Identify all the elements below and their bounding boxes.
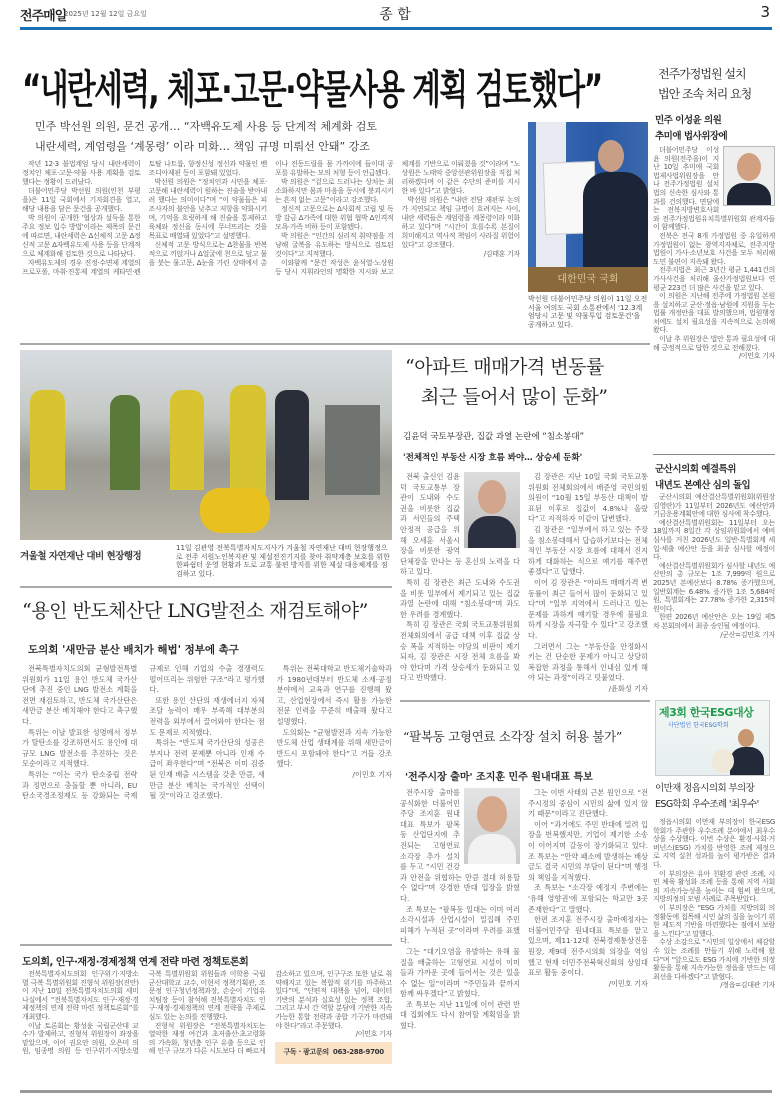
sidebar-a2-body bbox=[653, 493, 775, 697]
divider bbox=[653, 454, 775, 455]
paragraph: 이 의원은 지난해 전주에 가정법원 본원을 설치하고 군산·정읍·남원에 지원을 두는 법률 개정안을 대표 발의했으며, 법원행정처에도 설치 필요성을 지속적으로 논의해 왔다. bbox=[653, 292, 775, 335]
apartment-subhead-1: 김윤덕 국토부장관, 집값 과열 논란에 “침소봉대” bbox=[403, 432, 585, 442]
headline-line: 이만재 정읍시의회 부의장 bbox=[655, 783, 755, 794]
paragraph: 박 의원은 “겉으로 드러나는 상처는 최소화하지만 몸과 마음을 동시에 붕괴시키는 흔적 없는 고문”이라고 강조했다. bbox=[275, 178, 394, 204]
paragraph: 예산결산특별위원회가 심사할 내년도 예산안의 총 규모는 1조 7,999억 원으로 2025년 본예산보다 8.78% 증가했으며, 일반회계는 6.48% 증가한 1조 5,684억 원, 특별회계는 27.78% 증가한 2,315억 원이다. bbox=[653, 561, 775, 613]
headline-line: “아파트 매매가격 변동률 bbox=[405, 356, 604, 378]
photo-story-title: 겨울철 자연재난 대비 현장행정 bbox=[20, 551, 142, 562]
ad-label: 구독 · 광고문의 bbox=[283, 1048, 329, 1057]
paragraph: 특위는 이날 발표한 성명에서 정부가 탈탄소를 강조하면서도 용인에 대규모 LNG 발전소를 추진하는 것은 모순이라고 지적했다. bbox=[22, 727, 138, 769]
paragraph: 그는 이번 사태의 근본 원인으로 “전주시정의 중심이 시민의 삶에 있지 않기 때문”이라고 진단했다. bbox=[528, 788, 648, 819]
paragraph: 전주지법은 최근 3년간 평균 1,441건의 가사사건을 처리해 울산가정법원보다 연평균 223건 더 많은 사건을 맡고 있다. bbox=[653, 266, 775, 292]
subscription-ad-box bbox=[275, 1042, 392, 1064]
headline-line: 전주가정법원 설치 bbox=[658, 67, 746, 81]
paragraph: 박 의원은 “인간의 심리적 취약점을 겨냥해 굴복을 유도하는 방식으로 검토된 것이다”고 지적했다. bbox=[275, 232, 394, 258]
sidebar-a2-subhead-2: 내년도 본예산 심의 돌입 bbox=[655, 480, 751, 491]
person-dark-coat bbox=[275, 390, 309, 500]
speaker-suit bbox=[583, 172, 648, 267]
person-yellow-jacket bbox=[170, 390, 204, 490]
paragraph: 전북 출신인 김윤덕 국토교통부 장관이 도내와 수도권을 비롯한 집값과 서민들의 주택 안정적 공급을 위해 오세훈 서울시장을 비롯한 광역단체장을 만나는 등 혼신의 노력을 다하고 있다. bbox=[400, 472, 520, 577]
palbok-headline: “팔복동 고형연료 소각장 설치 허용 불가” bbox=[403, 729, 622, 744]
paragraph: 예산결산특별위원회는 11일부터 오는 18일까지 8일간 각 상임위원회에서 예비심사를 거친 2026년도 일반·특별회계 세입·세출 예산안 등을 최종 심사할 예정이다. bbox=[653, 518, 775, 562]
forum-body bbox=[22, 970, 392, 1088]
field-visit-photo bbox=[20, 350, 392, 540]
paragraph: 특히 김 장관은 최근 도내와 수도권을 비롯 일부에서 제기되고 있는 집값 과열 논란에 대해 “침소봉대”며 과도한 우려를 경계했다. bbox=[400, 577, 520, 619]
paragraph: 특히 김 장관은 국회 국토교통위원회 전체회의에서 공급 대책 이후 집값 상승 폭을 지적하는 야당의 비판이 제기되자, 김 장관은 시장 전체 흐름을 봐야 한다며 가격 상승세가 둔화되고 있다고 반박했다. bbox=[400, 620, 520, 683]
lead-subhead-2: 내란세력, 계엄령을 ‘계몽령’ 이라 미화… 책임 규명 미뤄선 안돼” 강조 bbox=[35, 140, 370, 153]
paragraph: 박 의원이 공개한 '협상과 설득을 통한 주요 정보 입수 방법'이라는 제목의 문건에 따르면, 내란세력은 Δ신체적 고문 Δ정신적 고문 Δ자백유도제 사용 등을 단계적으로 체계화해 검토한 것으로 나타났다. bbox=[22, 214, 141, 258]
byline: /군산=김민호 기자 bbox=[720, 630, 775, 639]
sidebar-a3-body bbox=[653, 818, 775, 1086]
lead-byline: /김태훈 기자 bbox=[483, 250, 520, 258]
face bbox=[737, 153, 761, 181]
paragraph: 이 부의장은 유아 친환경 관련 조례, 시민 체육 활성화 조례 등을 통해 지역 사회의 지속가능성을 높이는 데 힘써 왔으며, 지방의정의 모범 사례로 주목받았다. bbox=[653, 869, 775, 904]
paragraph: 특위는 “이는 국가 탄소중립 전략과 정면으로 충돌할 뿐 아니라, EU 탄소국경조정제도 등 강화되는 국제 규제로 인해 기업의 수출 경쟁력도 떨어뜨리는 위험한 구조”라고 평가했다. bbox=[22, 664, 265, 801]
paragraph: 이날 추 위원장은 법안 통과 필요성에 대해 긍정적으로 답한 것으로 전해졌다. bbox=[653, 335, 775, 352]
photo-story-caption: 11일 김관영 전북특별자치도지사가 겨울철 자연재난 대비 현장행정으로 전주 서원노인복지관 및 제설전진기지를 찾아 취약계층 보호를 위한 한파쉼터 운영 현황과 도로 교통 불편 방지를 위한 제설 대응체계를 점검하고 있다. bbox=[176, 544, 390, 578]
paragraph: 더불어민주당 박선원 의원(인천 부평을)은 11일 국회에서 기자회견을 열고, 해당 내용을 담은 문건을 공개했다. bbox=[22, 187, 141, 213]
divider bbox=[400, 700, 650, 702]
paragraph: 한편 2026년 예산안은 오는 19일 제5차 본회의에서 최종 승인될 예정이다. bbox=[653, 613, 775, 630]
sidebar-a1-body bbox=[653, 146, 775, 450]
lng-headline: “용인 반도체산단 LNG발전소 재검토해야” bbox=[22, 600, 368, 622]
ad-phone: 063-288-9700 bbox=[332, 1048, 384, 1057]
paragraph: 작년 12·3 불법계엄 당시 내란세력이 정치인 체포·고문·약물 사용 계획을 검토했다는 정황이 드러났다. bbox=[22, 160, 141, 186]
divider bbox=[20, 343, 650, 345]
speaker-head bbox=[598, 140, 624, 172]
byline: /이민호 기자 bbox=[352, 769, 392, 779]
page-bottom-rule bbox=[20, 1090, 772, 1093]
sidebar-a2-subhead-1: 군산시의회 예결특위 bbox=[655, 464, 736, 475]
paragraph: 조 특보는 지난 11일에 이어 관련 반대 집회에도 다시 참여할 계획임을 밝혔다. bbox=[400, 999, 520, 1031]
paragraph: 이 부의장은 “ESG 가치를 지방의회 의정활동에 접목해 시민 삶의 질을 높이기 위한 제도적 기반을 마련했다는 점에서 보람을 느낀다”고 말했다. bbox=[653, 903, 775, 938]
shirt bbox=[468, 834, 516, 864]
sidebar-a1-subhead-2: 추미애 법사위장에 bbox=[655, 131, 728, 142]
paragraph: 정신적 고문으로는 Δ사회적 고립 및 독방 감금 Δ가족에 대한 위협 협박 Δ인격적 모욕·가족 비하 등이 포함됐다. bbox=[275, 205, 394, 231]
paragraph: 이날 토론회는 황성윤 국립군산대 교수가 발제하고, 진형석 위원장이 좌장을 맡았으며, 이어 권요안 의원, 오은미 의원, 임종명 의원 등 인구위기·지방소멸 극복 특별위원회 위원들과 이학용 국립군산대학교 교수, 이현서 정책기획관, 조문정 인구청년정책과장, 손순이 기업유치팀장 등이 참석해 전북특별자치도 인구·재정·경제정책의 연계 전략을 주제로 심도 있는 논의를 진행했다. bbox=[22, 970, 266, 1056]
paragraph: 이어 김 장관은 “아파트 매매가격 변동률이 최근 들어서 많이 둔화되고 있다”며 “일부 지역에서 드러나고 있는 문제를 과하게 얘기할 경우에 불필요하게 시장을 자극할 수 있다”고 강조했다. bbox=[528, 577, 648, 640]
byline: /이민호 기자 bbox=[355, 1030, 392, 1039]
headline-line: 최근 들어서 많이 둔화” bbox=[421, 386, 608, 408]
face bbox=[477, 796, 507, 832]
paragraph: 그러면서 그는 “부동산을 안정화시키는 건 단순한 문제가 아니고 상당히 복잡한 과정을 통해서 인내심 있게 해야 되는 과정”이라고 덧붙였다. bbox=[528, 641, 648, 683]
paragraph: 군산시의회 예산결산특별위원회(위원장 김영란)가 11일부터 2026년도 예산안과 기금운용계획안에 대한 심사에 착수했다. bbox=[653, 493, 775, 519]
headline-line: ESG학회 우수조례 '최우수' bbox=[655, 799, 759, 810]
paragraph: 전주시장 출마를 공식화한 더불어민주당 조지훈 원내대표 특보가 팔복동 산업단지에 추진되는 고형연료 소각장 추가 설치를 두고 “시민 건강과 안전을 위협하는 만큼 절대 허용할 수 없다”며 강경한 반대 입장을 밝혔다. bbox=[400, 788, 520, 903]
apartment-body-col2 bbox=[528, 472, 648, 697]
paragraph: 이어 “과거에도 주민 반대에 밀려 입장을 번복했지만, 기업이 제기한 소송이 이어지며 갈등이 장기화되고 있다. 조 특보는 “만약 패소에 발생하는 배상금도 결국 시민의 부담이 된다”며 행정의 책임을 지적했다. bbox=[528, 819, 648, 882]
paragraph: 정읍시의회 이만재 부의장이 한국ESG학회가 주관한 우수조례 분야에서 최우수상을 수상했다. 이번 수상은 환경·사회·거버넌스(ESG) 가치를 반영한 조례 제정으로 지역 실천 성과를 높이 평가받은 결과다. bbox=[653, 818, 775, 869]
masthead-rule bbox=[20, 27, 772, 30]
sidebar-a1-subhead-1: 민주 이성윤 의원 bbox=[655, 115, 722, 126]
person-yellow-jacket bbox=[230, 385, 266, 495]
paragraph: 특위는 전북대학교 반도체기술학과가 1980년대부터 반도체 소재·공정 분야에서 교육과 연구를 진행해 왔고, 산업현장에서 즉시 활용 가능한 전문 인력을 꾸준히 배출해 왔다고 설명했다. bbox=[276, 664, 392, 726]
suit bbox=[727, 183, 771, 205]
esg-award-photo bbox=[655, 700, 770, 776]
palbok-body-col2 bbox=[528, 788, 648, 1083]
divider bbox=[20, 586, 392, 588]
issue-date: 2025년 12월 12일 금요일 bbox=[64, 10, 147, 18]
byline: /이민호 기자 bbox=[608, 978, 648, 988]
awardee-face bbox=[738, 729, 754, 747]
suit bbox=[468, 516, 516, 548]
byline: /이민호 기자 bbox=[738, 352, 775, 361]
sidebar-a3-headline bbox=[655, 781, 759, 813]
paragraph: 전북특별자치도의회 균형발전특별위원회가 11일 용인 반도체 국가산단에 추진 중인 LNG 발전소 계획을 전면 재검토하고, 반도체 국가산단은 새만금 분산 배치해야 한다고 촉구했다. bbox=[22, 664, 138, 726]
lng-body bbox=[22, 664, 392, 936]
apartment-headline bbox=[405, 352, 608, 412]
palbok-body-col1 bbox=[400, 788, 520, 1083]
person-green-vest bbox=[110, 395, 140, 490]
paragraph: 이와함께 “문건 작성은 윤석열·노상원 등 당시 지휘라인의 명확한 지시와 보고 체계를 기반으로 이뤄졌을 것”이라며 “노상원은 노태악 중앙선관위원장을 직접 처리하겠다며 이 같은 수단의 준비를 지시한 바 있다”고 밝혔다. bbox=[275, 160, 520, 276]
paragraph: 박선원 의원은 “내란 전담 재판부 논의가 지연되고 책임 규명이 흐려지는 사이, 내란 세력들은 계엄령을 계몽령이라 미화하고 있다”며 “시간이 흐를수록 본질이 희미해지고 역사적 책임이 사라질 위험이 있다”고 강조했다. bbox=[401, 196, 520, 249]
paragraph: 수상 소감으로 “시민의 일상에서 체감할 수 있는 조례를 만들기 위해 노력해 왔다”며 “앞으로도 ESG 가치에 기반한 의정 활동을 통해 지속가능한 정읍을 만드는 데 최선을 다하겠다”고 밝혔다. bbox=[653, 938, 775, 981]
lng-subhead: 도의회 '새만금 분산 배치가 해법' 정부에 촉구 bbox=[28, 644, 239, 656]
lead-photo bbox=[528, 122, 648, 292]
byline: /윤화성 기자 bbox=[608, 683, 648, 693]
paragraph: 그는 “대기오염을 유발하는 유해 물질을 배출하는 고형연료 시설이 이미 들과 가까운 곳에 들어서는 것은 있을 수 없는 일”이라며 “주민들과 끝까지 함께 싸우겠다”고 밝혔다. bbox=[400, 946, 520, 999]
paragraph: 특위는 “반도체 국가산단의 성공은 부지나 전력 문제뿐 아니라 인재 수급이 좌우한다”며 “전북은 이미 검증된 인재 배출 시스템을 갖춘 만큼, 새만금 분산 배치는 국가적인 선택이 될 것”이라고 강조했다. bbox=[149, 738, 265, 801]
snow-blower bbox=[200, 488, 270, 533]
headline-line: 법안 조속 처리 요청 bbox=[658, 87, 752, 101]
person-yellow-jacket bbox=[30, 390, 65, 490]
forum-headline: 도의회, 인구·재정·경제정책 연계 전략 마련 정책토론회 bbox=[22, 957, 249, 968]
lead-photo-caption: 박선원 더불어민주당 의원이 11일 오전 서울 여의도 국회 소통관에서 '12.3계엄당시 고문 및 약물투입 검토문건'을 공개하고 있다. bbox=[528, 295, 648, 329]
paragraph: 신체적 고문 방식으로는 Δ찬물을 반복적으로 끼얹거나 Δ얼굴에 천으로 덮고 물을 붓는 물고문, Δ눈을 가린 상태에서 총이나 전동드릴을 몸 가까이에 들이대 공포를 유발하는 모의 처형 등이 언급됐다. bbox=[148, 160, 394, 267]
awardee-suit bbox=[730, 747, 764, 776]
sidebar-top-headline bbox=[658, 64, 751, 104]
newspaper-brand: 전주매일 bbox=[20, 9, 67, 24]
esg-banner-org: 사단법인 한국ESG학회 bbox=[668, 722, 729, 729]
paragraph: 김 장관은 지난 10일 국회 국토교통위원회 전체회의에서 배준영 국민의힘 의원이 “10월 15일 부동산 대책이 발표된 이후로 집값이 4.8%나 올랐다”고 지적하자 이같이 답변했다. bbox=[528, 472, 648, 524]
page-number: 3 bbox=[760, 3, 770, 21]
lead-subhead-1: 민주 박선원 의원, 문건 공개… “자백유도제 사용 등 단계적 체계화 검토 bbox=[35, 120, 378, 133]
paragraph: 진형석 위원장은 “전북특별자치도는 열악한 재정 여건과 초저출산·초고령화의 가속화, 청년층 인구 유출 등으로 인해 인구 규모가 다른 시도보다 더 빠르게 감소하고 있으며, 인구구조 또한 날로 취약해지고 있는 복합적 위기를 마주하고 있다”며, “단편적 대책을 넘어, 데이터 기반의 분석과 실효성 있는 정책 조합, 그리고 부서 간 역할 분담에 기반한 지속 가능한 통합 전략과 종합 기구가 마련돼야 한다”라고 주문했다. bbox=[148, 970, 392, 1056]
palbok-subhead: '전주시장 출마' 조지훈 민주 원내대표 특보 bbox=[405, 772, 593, 783]
paragraph: 더불어민주당 이성윤 의원(전주을)이 지난 10일 추미애 국회 법제사법위원장을 만나 전주가정법원 설치법의 신속한 심사와 통과를 건의했다. 면담에는 전북지방변호사회와 전주가정법원유치특별위원회 관계자들이 함께했다. bbox=[653, 146, 775, 232]
lead-body bbox=[22, 160, 520, 338]
esg-banner-title: 제3회 한국ESG대상 bbox=[659, 706, 754, 719]
paragraph: 한편 조지훈 전주시장 출마예정자는 더불어민주당 원내대표 특보를 맡고 있으며, 제11·12대 전북경제통상진흥원장, 제9대 전주시의회 의장을 역임했고 현재 더민주전북혁신회의 상임대표로 활동 중이다. bbox=[528, 915, 648, 978]
paragraph: 전북특별자치도의회 인구위기·지방소멸 극복 특별위원회 진형석 위원장(진안)이 지난 10일 전북특별자치도의회 세미나실에서 “전북특별자치도 인구·재정·경제정책의 연계 전략 마련 정책토론회”를 개최했다. bbox=[22, 970, 139, 1021]
minister-portrait bbox=[464, 472, 520, 548]
podium-sign: 대한민국 국회 bbox=[528, 267, 648, 292]
paragraph: 전북은 전국 8개 가정법원 중 유일하게 가정법원이 없는 광역지자체로, 전주지방법원이 가사·소년보호 사건을 모두 처리해 도민 불편이 지속돼 왔다. bbox=[653, 231, 775, 266]
paragraph: 자백유도제의 경우 진정·수면제 계열의 프로포폴, 마취·진통제 계열의 케타민·펜토탈 나트륨, 향정신성 정신과 약물인 벤조디아제핀 등이 포함돼 있었다. bbox=[22, 160, 267, 276]
paragraph: 김 장관은 “일부에서 하고 있는 주장을 침소봉대해서 답습하기보다는 전체적인 부동산 시장 흐름에 대해서 진지하게 대화하는 식으로 얘기를 해주면 좋겠다”고 답했다. bbox=[528, 524, 648, 577]
section-title: 종 합 bbox=[379, 7, 411, 23]
apartment-body-col1 bbox=[400, 472, 520, 697]
building bbox=[325, 405, 380, 495]
paragraph: 조 특보는 “팔복동 일대는 이미 여러 소각시설과 산업시설이 밀집해 주민 피해가 누적된 곳”이라며 우려를 표했다. bbox=[400, 904, 520, 946]
paragraph: 또한 용인 산단의 재생에너지 자체 조달 능력이 매우 부족해 대부분의 전력을 외부에서 끌어와야 한다는 점도 문제로 지적했다. bbox=[149, 695, 265, 737]
paragraph: 조 특보는 “소각장 예정지 주변에는 '유해 영향권'에 포함되는 학교만 3곳 존재한다”고 말했다. bbox=[528, 883, 648, 914]
candidate-portrait bbox=[464, 788, 520, 864]
byline: /정읍=김대관 기자 bbox=[720, 981, 775, 990]
lead-headline: “내란세력, 체포·고문·약물사용 계획 검토했다” bbox=[22, 67, 602, 113]
flower-bouquet bbox=[712, 749, 734, 773]
paragraph: 박선원 의원은 “정치인과 시민을 체포·고문해 내란세력이 원하는 진술을 받아내려 했다는 의미이다”며 “이 약물들은 피조사자의 불안을 낮추고 저항을 약화시키며, 기억을 흐릿하게 해 진술을 통제하고 육체와 정신을 동시에 무너뜨리는 것을 목표로 배열돼 있었다”고 설명했다. bbox=[148, 178, 267, 240]
face bbox=[478, 480, 506, 514]
divider bbox=[20, 944, 392, 946]
paragraph: 도의회는 “균형발전과 지속 가능한 반도체 산업 생태계를 위해 새만금이 반드시 포함돼야 한다”고 거듭 강조했다. bbox=[276, 727, 392, 769]
apartment-subhead-2: '전체적인 부동산 시장 흐름 봐야… 상승세 둔화' bbox=[403, 453, 583, 463]
lawmaker-portrait bbox=[723, 146, 775, 206]
